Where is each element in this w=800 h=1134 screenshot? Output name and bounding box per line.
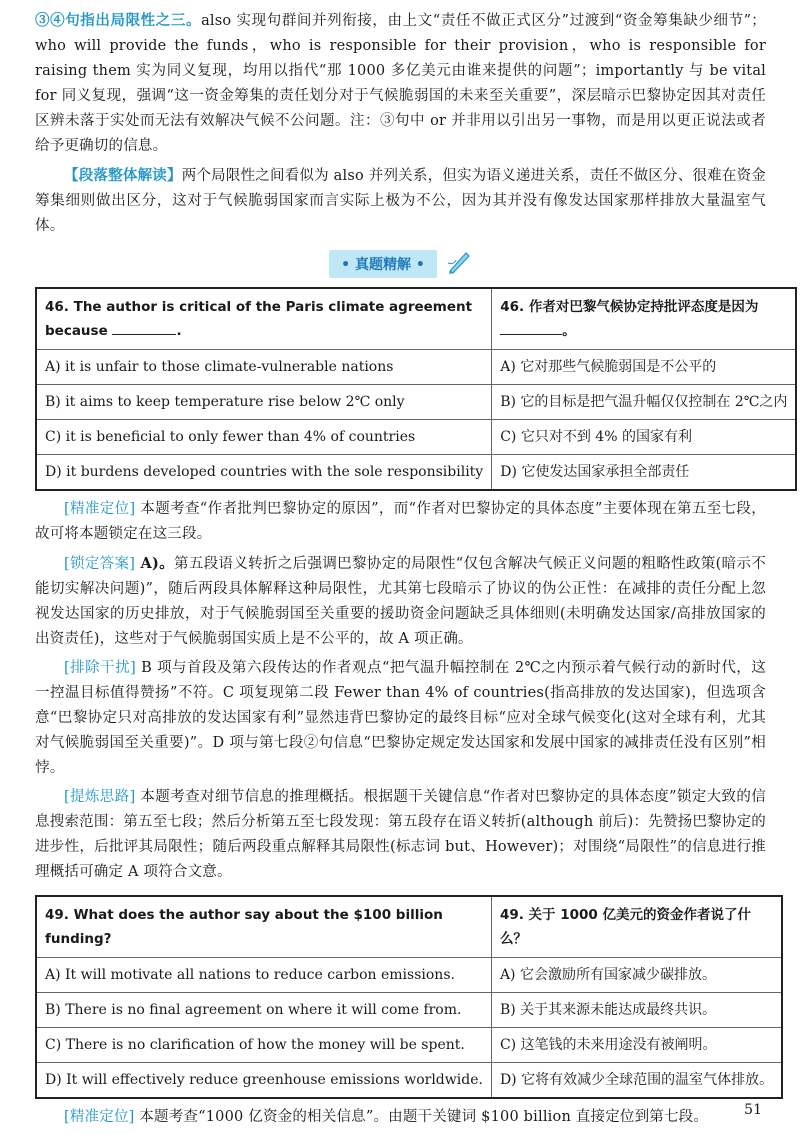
question-49-en: 49. What does the author say about the $100 billion funding? [36,896,491,958]
answer-value: A)。 [135,555,175,572]
locate-tag: [精准定位] [64,1109,135,1125]
option-zh: A) 它会激励所有国家减少碳排放。 [491,958,782,993]
banner-title: • 真题精解 • [329,250,437,278]
option-zh: D) 它使发达国家承担全部责任 [492,455,797,491]
option-zh: A) 它对那些气候脆弱国是不公平的 [492,350,797,385]
analysis-46-answer: [锁定答案] A)。第五段语义转折之后强调巴黎协定的局限性“仅包含解决气候正义问题的粗略性政策(暗示不能切实解决问题)”，随后两段具体解释这种局限性，尤其第七段暗示了协议的伪公正性：在减排的责任分配上忽视发达国家的历史排放，对于气候脆弱国至关重要的援助资金问题缺乏具体细则(未明确发达国家/高排放国家的出资责任)，这些对于气候脆弱国实质上是不公平的，故 A 项正确。 [35,555,766,647]
summary-tag: [提炼思路] [64,789,136,805]
option-en: D) it burdens developed countries with the sole responsibility [36,455,492,491]
analysis-46-locate: [精准定位] 本题考查“作者批判巴黎协定的原因”，而“作者对巴黎协定的具体态度”主要体现在第五至七段，故可将本题锁定在这三段。 [35,501,766,542]
option-en: B) There is no final agreement on where it will come from. [36,993,491,1028]
question-46-header-row [36,288,796,350]
page-content [35,8,788,1134]
option-en: A) It will motivate all nations to reduce carbon emissions. [36,958,491,993]
option-en: C) There is no clarification of how the money will be spent. [36,1028,491,1063]
option-en: B) it aims to keep temperature rise below 2℃ only [36,385,492,420]
question-46-table [35,287,797,491]
option-zh: B) 它的目标是把气温升幅仅仅控制在 2℃之内 [492,385,797,420]
locate-tag: [精准定位] [64,501,136,517]
intro-lead: ③④句指出局限性之三。 [35,12,202,29]
paragraph-overview-tag: 【段落整体解读】 [64,167,182,184]
analysis-49-locate: [精准定位] 本题考查“1000 亿资金的相关信息”。由题干关键词 $100 billion 直接定位到第七段。 [64,1109,709,1125]
intro-text-2: 两个局限性之间看似为 also 并列关系，但实为语义递进关系，责任不做区分、很难在资金筹集细则做出区分，这对于气候脆弱国家而言实际上极为不公，因为其并没有像发达国家那样排放大量温室气体。 [35,168,766,234]
option-row [36,1063,782,1099]
question-49-zh: 49. 关于 1000 亿美元的资金作者说了什么？ [491,896,782,958]
analysis-46-summary: [提炼思路] 本题考查对细节信息的推理概括。根据题干关键信息“作者对巴黎协定的具体态度”锁定大致的信息搜索范围：第五至七段；然后分析第五至七段发现：第五段存在语义转折(although 前后)：先赞扬巴黎协定的进步性，后批评其局限性；随后两段重点解释其局限性(标志词 but、However)；对围绕“局限性”的信息进行推理概括可确定 A 项符合文意。 [35,789,767,880]
option-en: C) it is beneficial to only fewer than 4% of countries [36,420,492,455]
answer-tag: [锁定答案] [64,556,136,572]
question-49-header-row [36,896,782,958]
intro-text-1: also 实现句群间并列衔接，由上文“责任不做正式区分”过渡到“资金筹集缺少细节”；who will provide the funds，who is responsible for their provision，who is responsible for raising them 实为同义复现，均用以指代“那 1000 多亿美元由谁来提供的问题”；importantly 与 be vital for 同义复现，强调“这一资金筹集的责任划分对于气候脆弱国的未来至关重要”，深层暗示巴黎协定因其对责任区辨未落于实处而无法有效解决气候不公问题。注：③句中 or 并非用以引出另一事物，而是用以更正说法或者给予更确切的信息。 [35,13,766,154]
section-banner [35,249,766,279]
option-en: A) it is unfair to those climate-vulnerable nations [36,350,492,385]
option-row [36,385,796,420]
option-zh: C) 这笔钱的未来用途没有被阐明。 [491,1028,782,1063]
exclude-tag: [排除干扰] [64,660,136,676]
intro-paragraph-1 [35,8,766,159]
option-en: D) It will effectively reduce greenhouse emissions worldwide. [36,1063,491,1099]
option-row [36,420,796,455]
option-zh: B) 关于其来源未能达成最终共识。 [491,993,782,1028]
option-row [36,993,782,1028]
option-zh: C) 它只对不到 4% 的国家有利 [492,420,797,455]
option-row [36,1028,782,1063]
option-row [36,958,782,993]
option-row [36,350,796,385]
option-zh: D) 它将有效减少全球范围的温室气体排放。 [491,1063,782,1099]
question-46-zh: 46. 作者对巴黎气候协定持批评态度是因为 。 [492,288,797,350]
question-46-en: 46. The author is critical of the Paris climate agreement because . [36,288,492,350]
pen-icon [446,249,472,279]
analysis-46-exclude: [排除干扰] B 项与首段及第六段传达的作者观点“把气温升幅控制在 2℃之内预示着气候行动的新时代，这一控温目标值得赞扬”不符。C 项复现第二段 Fewer than 4% of countries(指高排放的发达国家)，但选项含意“巴黎协定只对高排放的发达国家有利”显然违背巴黎协定的最终目标“应对全球气候变化(这对全球有利，尤其对气候脆弱国至关重要)”。D 项与第七段②句信息“巴黎协定规定发达国家和发展中国家的减排责任没有区别”相悖。 [35,660,767,776]
intro-paragraph-2 [35,163,766,239]
question-49-table [35,895,783,1099]
option-row [36,455,796,491]
page-number: 51 [744,1102,762,1118]
